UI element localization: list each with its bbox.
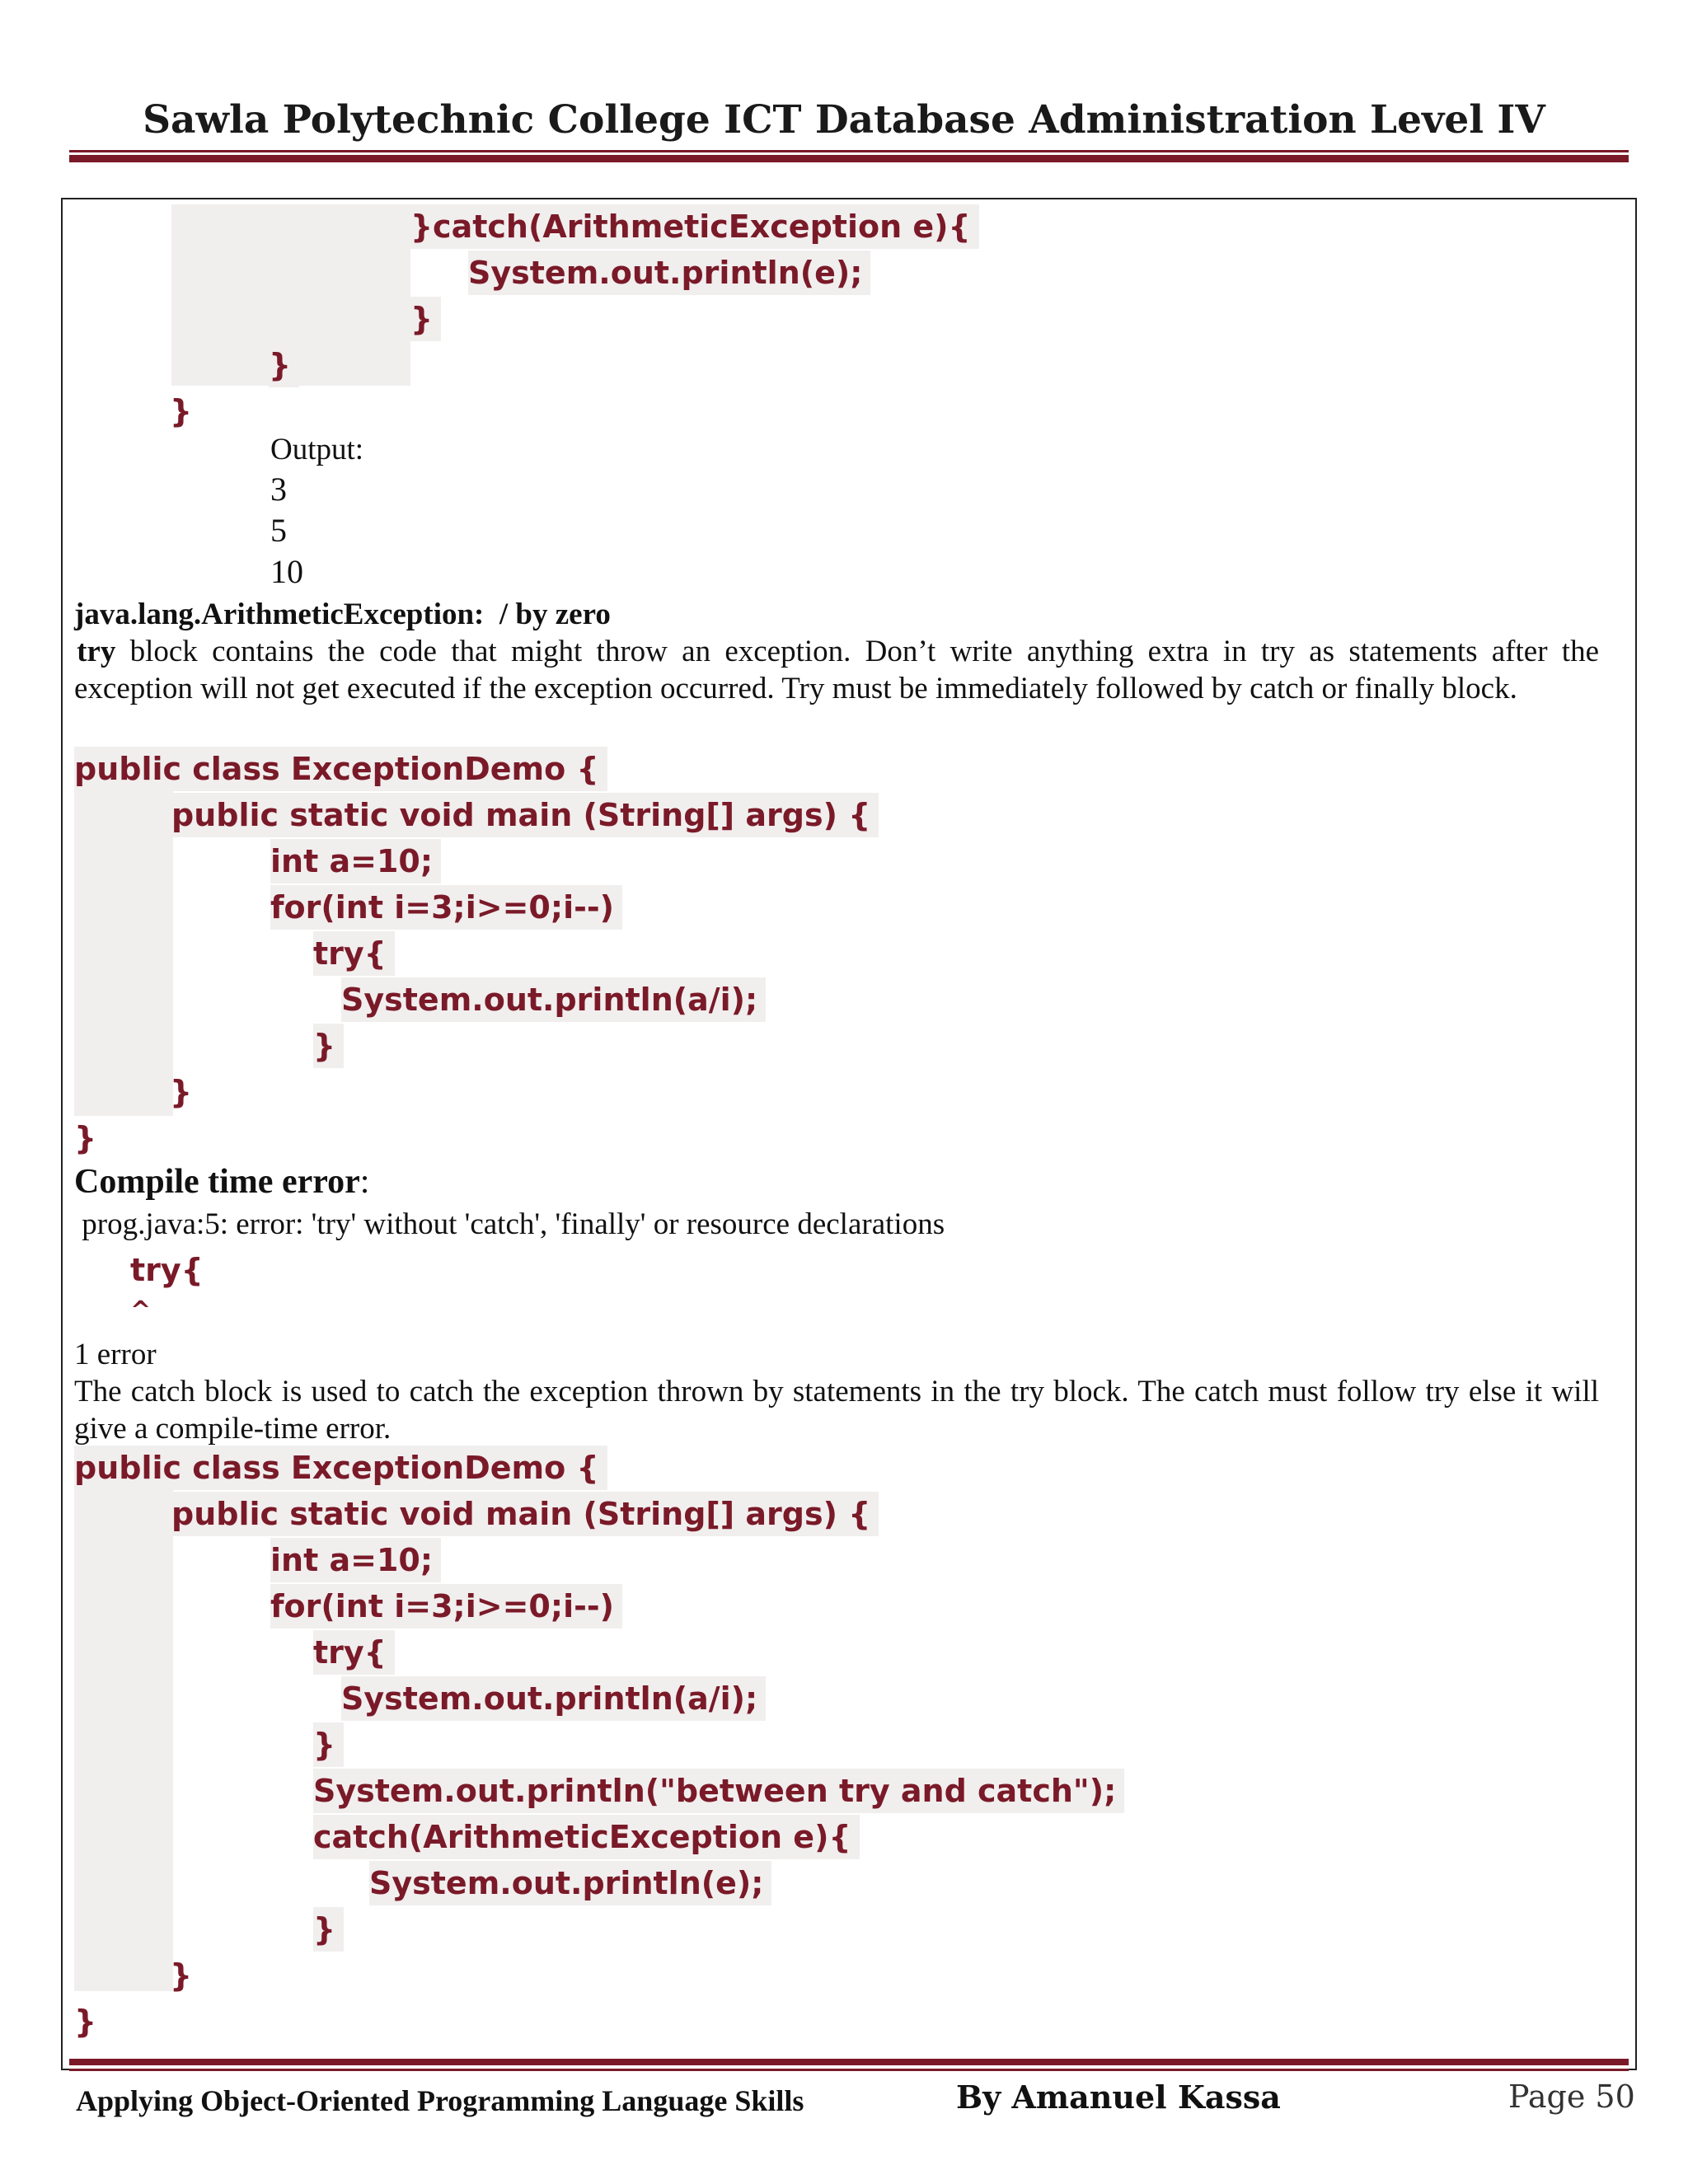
code-line: } [170,1074,193,1110]
page-number: Page 50 [1508,2079,1635,2115]
code-line: try{ [313,1630,395,1675]
try-term: try [77,635,116,668]
code-line: public static void main (String[] args) { [171,1492,879,1536]
compile-error-colon: : [359,1163,370,1201]
code-line: System.out.println(e); [369,1861,771,1905]
catch-description: The catch block is used to catch the exception thrown by statements in the try block. The catch must follow try else it will give a compile-time error. [74,1375,1599,1446]
code-line: catch(ArithmeticException e){ [313,1815,860,1859]
code-line: System.out.println(a/i); [341,1676,766,1721]
try-description [74,633,1599,707]
code-line: System.out.println(a/i); [341,977,766,1022]
code-line: int a=10; [270,839,441,883]
page-title: Sawla Polytechnic College ICT Database Administration Level IV [143,97,1545,143]
code-line: } [170,393,193,429]
code-line: System.out.println(e); [468,251,870,295]
code-line: try{ [130,1252,204,1288]
code-line: } [313,1722,344,1767]
try-description-text: block contains the code that might throw an exception. Don’t write anything extra in try as statements after the exception will not get executed if the exception occurred. Try must be immediately followed by catch or finally block. [74,635,1599,705]
header-rule-thick [69,155,1629,162]
code-line: System.out.println("between try and catch"); [313,1769,1124,1813]
footer-course-title: Applying Object-Oriented Programming Language Skills [76,2084,804,2117]
code-line: } [74,2004,97,2040]
code-line: }catch(ArithmeticException e){ [410,204,979,249]
code-line: ^ [130,1296,152,1325]
code-line: } [269,343,299,387]
code-line: int a=10; [270,1538,441,1582]
footer-author: By Amanuel Kassa [956,2079,1281,2116]
output-label: Output: [270,433,364,466]
header-rule-thin [69,150,1629,152]
error-count: 1 error [74,1338,157,1371]
code-line: public class ExceptionDemo { [74,1446,607,1490]
footer-rule-thin [69,2069,1629,2071]
code-line: } [313,1024,344,1068]
code-gutter [74,1490,173,1991]
code-gutter [74,791,173,1116]
footer-rule-thick [69,2059,1629,2065]
compile-error-message: prog.java:5: error: 'try' without 'catch', 'finally' or resource declarations [74,1207,945,1241]
code-line: } [410,297,441,341]
compile-error-heading-text: Compile time error [74,1163,360,1201]
exception-output: java.lang.ArithmeticException: / by zero [74,598,611,631]
code-line: for(int i=3;i>=0;i--) [270,1584,622,1629]
code-line: } [74,1120,97,1156]
code-line: public static void main (String[] args) { [171,793,879,837]
code-line: public class ExceptionDemo { [74,747,607,791]
output-value: 3 [270,471,287,508]
code-line: } [313,1907,344,1952]
compile-error-heading [74,1164,369,1200]
output-value: 10 [270,553,303,590]
code-line: } [170,1957,193,1994]
output-value: 5 [270,512,287,549]
code-line: try{ [313,931,395,976]
code-line: for(int i=3;i>=0;i--) [270,885,622,930]
